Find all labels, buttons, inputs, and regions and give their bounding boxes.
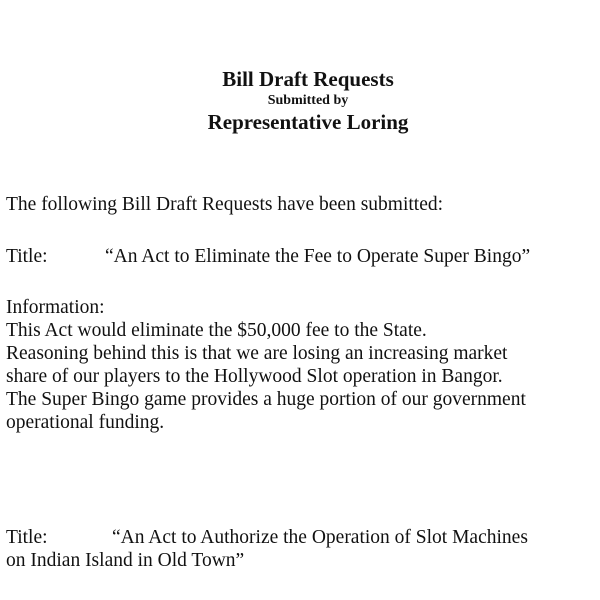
intro-text: The following Bill Draft Requests have been submitted: <box>6 194 444 215</box>
request-1-info-line-2: Reasoning behind this is that we are losing an increasing market <box>6 343 508 364</box>
request-1-title-row <box>6 245 530 268</box>
document-header <box>0 66 600 135</box>
request-1-info-line-1: This Act would eliminate the $50,000 fee to the State. <box>6 320 427 341</box>
request-1-title-value: “An Act to Eliminate the Fee to Operate Super Bingo” <box>105 246 531 267</box>
representative-name: Representative Loring <box>207 110 409 134</box>
request-1-information-label: Information: <box>6 297 105 318</box>
request-1-info-line-5: operational funding. <box>6 412 165 433</box>
request-2-title-row <box>6 526 528 549</box>
request-2-title-label: Title: <box>6 527 48 548</box>
request-1-info-line-4: The Super Bingo game provides a huge portion of our government <box>6 389 526 410</box>
request-1-title-label: Title: <box>6 246 48 267</box>
submitted-by-label: Submitted by <box>267 93 349 108</box>
request-2-title-line-2: on Indian Island in Old Town” <box>6 550 245 571</box>
request-1-info-line-3: share of our players to the Hollywood Slot operation in Bangor. <box>6 366 503 387</box>
document-title: Bill Draft Requests <box>222 67 394 91</box>
request-2-title-line-1: “An Act to Authorize the Operation of Slot Machines <box>112 527 528 548</box>
